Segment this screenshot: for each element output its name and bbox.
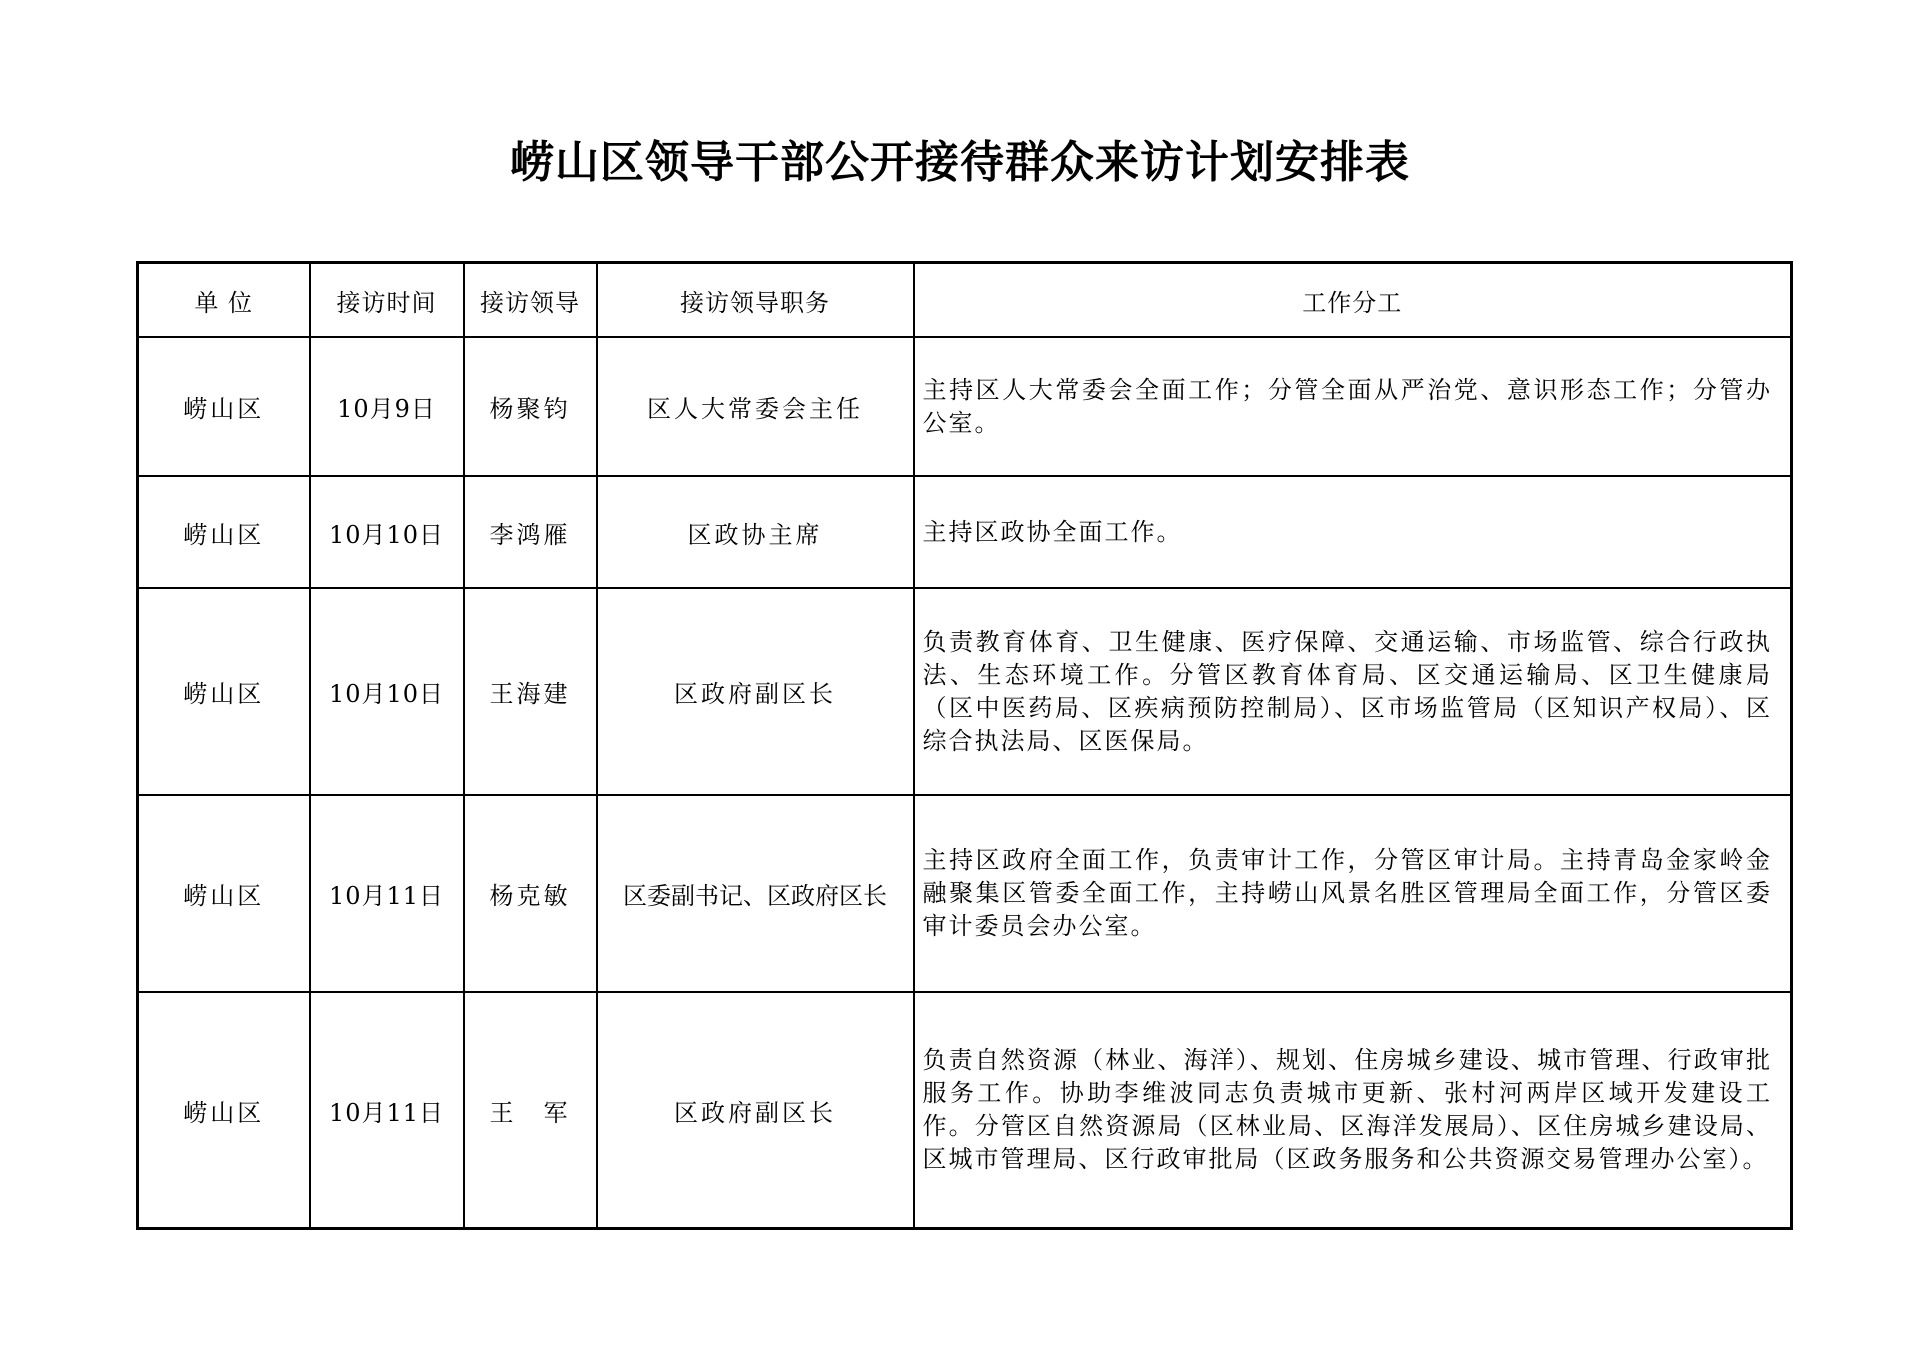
page-title: 崂山区领导干部公开接待群众来访计划安排表 xyxy=(510,137,1410,188)
cell-position: 区政府副区长 xyxy=(597,992,914,1229)
cell-leader: 王 军 xyxy=(464,992,597,1229)
header-position: 接访领导职务 xyxy=(597,263,914,338)
cell-position: 区政协主席 xyxy=(597,476,914,588)
schedule-table xyxy=(136,261,1793,1230)
table-row xyxy=(138,795,1792,992)
table-row xyxy=(138,992,1792,1229)
cell-duties: 负责教育体育、卫生健康、医疗保障、交通运输、市场监管、综合行政执法、生态环境工作。分管区教育体育局、区交通运输局、区卫生健康局（区中医药局、区疾病预防控制局）、区市场监管局（区知识产权局）、区综合执法局、区医保局。 xyxy=(914,588,1792,795)
table-row xyxy=(138,476,1792,588)
cell-duties: 主持区政协全面工作。 xyxy=(914,476,1792,588)
cell-date: 10月9日 xyxy=(310,337,464,476)
cell-unit: 崂山区 xyxy=(138,337,310,476)
cell-date: 10月11日 xyxy=(310,795,464,992)
cell-unit: 崂山区 xyxy=(138,992,310,1229)
cell-duties: 主持区人大常委会全面工作；分管全面从严治党、意识形态工作；分管办公室。 xyxy=(914,337,1792,476)
header-date: 接访时间 xyxy=(310,263,464,338)
cell-leader: 杨克敏 xyxy=(464,795,597,992)
cell-position: 区人大常委会主任 xyxy=(597,337,914,476)
cell-leader: 李鸿雁 xyxy=(464,476,597,588)
cell-date: 10月10日 xyxy=(310,476,464,588)
cell-position: 区政府副区长 xyxy=(597,588,914,795)
table-header-row xyxy=(138,263,1792,338)
cell-duties: 主持区政府全面工作，负责审计工作，分管区审计局。主持青岛金家岭金融聚集区管委全面工作，主持崂山风景名胜区管理局全面工作，分管区委审计委员会办公室。 xyxy=(914,795,1792,992)
table-row xyxy=(138,588,1792,795)
header-unit: 单 位 xyxy=(138,263,310,338)
header-duties: 工作分工 xyxy=(914,263,1792,338)
cell-leader: 王海建 xyxy=(464,588,597,795)
cell-duties: 负责自然资源（林业、海洋）、规划、住房城乡建设、城市管理、行政审批服务工作。协助李维波同志负责城市更新、张村河两岸区域开发建设工作。分管区自然资源局（区林业局、区海洋发展局）、区住房城乡建设局、区城市管理局、区行政审批局（区政务服务和公共资源交易管理办公室）。 xyxy=(914,992,1792,1229)
table-row xyxy=(138,337,1792,476)
cell-unit: 崂山区 xyxy=(138,476,310,588)
cell-unit: 崂山区 xyxy=(138,588,310,795)
cell-position: 区委副书记、区政府区长 xyxy=(597,795,914,992)
cell-unit: 崂山区 xyxy=(138,795,310,992)
cell-date: 10月11日 xyxy=(310,992,464,1229)
header-leader: 接访领导 xyxy=(464,263,597,338)
cell-leader: 杨聚钧 xyxy=(464,337,597,476)
cell-date: 10月10日 xyxy=(310,588,464,795)
